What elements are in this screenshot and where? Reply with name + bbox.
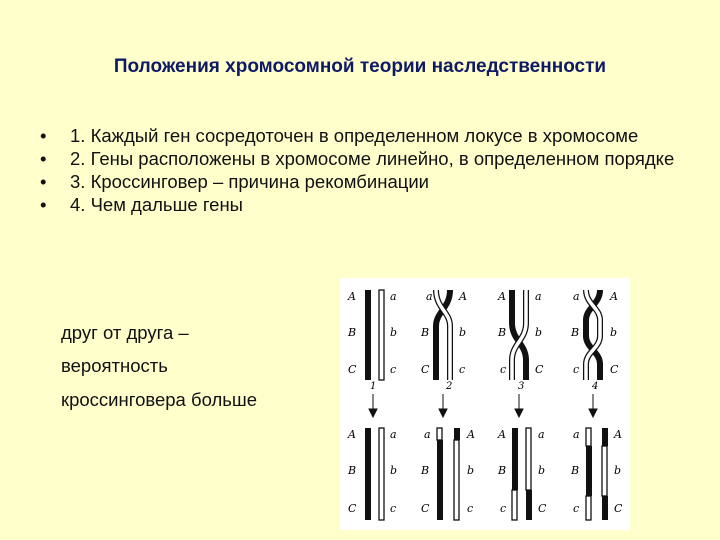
svg-text:c: c <box>500 363 507 376</box>
svg-text:a: a <box>424 428 431 441</box>
svg-text:b: b <box>390 326 398 339</box>
step-number: 3 <box>518 381 525 392</box>
svg-text:c: c <box>390 502 397 515</box>
svg-text:a: a <box>535 290 542 303</box>
svg-text:B: B <box>421 464 430 477</box>
svg-text:B: B <box>348 326 357 339</box>
slide-title: Положения хромосомной теории наследственности <box>113 56 607 77</box>
svg-text:a: a <box>426 290 433 303</box>
svg-text:a: a <box>573 290 580 303</box>
svg-text:C: C <box>535 363 544 376</box>
svg-text:b: b <box>538 464 546 477</box>
svg-text:a: a <box>390 290 397 303</box>
bullet-4-continuation-line-1: друг от друга – <box>61 322 189 343</box>
svg-text:b: b <box>390 464 398 477</box>
step-number: 2 <box>446 381 453 392</box>
panel-2-bottom <box>420 428 475 520</box>
svg-text:C: C <box>348 502 357 515</box>
svg-text:C: C <box>614 502 623 515</box>
svg-text:B: B <box>571 326 580 339</box>
step-number: 4 <box>592 381 599 392</box>
bullet-list <box>40 124 710 216</box>
svg-text:A: A <box>610 290 618 303</box>
svg-text:A: A <box>348 428 356 441</box>
step-number: 1 <box>370 381 377 392</box>
svg-text:c: c <box>500 502 507 515</box>
svg-text:B: B <box>348 464 357 477</box>
crossing-over-diagram <box>340 278 630 530</box>
svg-text:c: c <box>573 502 580 515</box>
svg-text:A: A <box>467 428 475 441</box>
panel-4-bottom <box>570 428 623 520</box>
bullet-item-4: • 4. Чем дальше гены <box>40 193 350 216</box>
svg-text:B: B <box>421 326 430 339</box>
bullet-item-3: • 3. Кроссинговер – причина рекомбинации <box>40 170 710 193</box>
svg-text:C: C <box>610 363 619 376</box>
svg-text:b: b <box>614 464 622 477</box>
svg-text:C: C <box>421 502 430 515</box>
svg-text:a: a <box>573 428 580 441</box>
svg-text:C: C <box>348 363 357 376</box>
bullet-4-continuation-line-2: вероятность <box>61 355 168 376</box>
bullet-4-continuation-line-3: кроссинговера больше <box>61 389 258 410</box>
panel-4-top <box>570 290 619 380</box>
svg-text:B: B <box>498 464 507 477</box>
svg-text:b: b <box>535 326 543 339</box>
svg-text:c: c <box>573 363 580 376</box>
svg-text:C: C <box>421 363 430 376</box>
panel-3-bottom <box>497 428 547 520</box>
svg-text:A: A <box>348 290 356 303</box>
panel-3-top <box>497 290 544 380</box>
svg-text:B: B <box>571 464 580 477</box>
bullet-item-1: • 1. Каждый ген сосредоточен в определенном локусе в хромосоме <box>40 124 710 147</box>
svg-text:C: C <box>538 502 547 515</box>
svg-text:c: c <box>467 502 474 515</box>
panel-2-top <box>420 290 467 380</box>
step-markers <box>369 381 598 417</box>
svg-text:A: A <box>498 290 506 303</box>
panel-1-top <box>347 290 397 380</box>
svg-text:a: a <box>390 428 397 441</box>
bullet-item-2: • 2. Гены расположены в хромосоме линейно, в определенном порядке <box>40 147 710 170</box>
svg-text:c: c <box>390 363 397 376</box>
svg-text:b: b <box>467 464 475 477</box>
svg-text:A: A <box>614 428 622 441</box>
svg-text:B: B <box>498 326 507 339</box>
svg-text:b: b <box>610 326 618 339</box>
svg-text:A: A <box>459 290 467 303</box>
panel-1-bottom <box>347 428 397 520</box>
svg-text:c: c <box>459 363 466 376</box>
svg-text:A: A <box>498 428 506 441</box>
svg-text:a: a <box>538 428 545 441</box>
svg-text:b: b <box>459 326 467 339</box>
